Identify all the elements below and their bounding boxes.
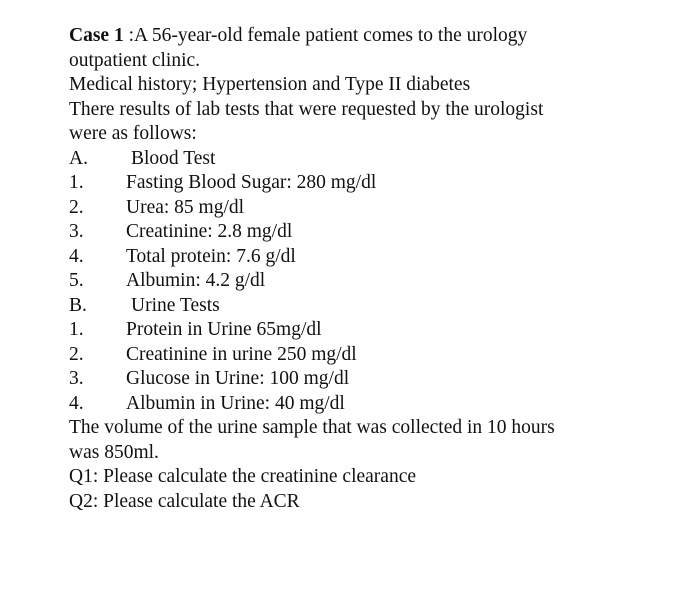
blood-test-item xyxy=(69,220,629,245)
case-label: Case 1 xyxy=(69,25,124,46)
item-text: Glucose in Urine: 100 mg/dl xyxy=(126,368,350,389)
blood-test-heading xyxy=(69,147,629,172)
item-text: Protein in Urine 65mg/dl xyxy=(126,319,322,340)
blood-test-item xyxy=(69,269,629,294)
results-intro-line-1: There results of lab tests that were requested by the urologist xyxy=(69,98,544,120)
case-document xyxy=(69,24,629,514)
item-text: Creatinine: 2.8 mg/dl xyxy=(126,221,293,242)
urine-test-item xyxy=(69,367,629,392)
item-text: Total protein: 7.6 g/dl xyxy=(126,245,296,267)
section-title: Urine Tests xyxy=(131,294,220,316)
section-marker: B. xyxy=(69,294,87,316)
item-text: Albumin: 4.2 g/dl xyxy=(126,270,266,291)
item-text: Fasting Blood Sugar: 280 mg/dl xyxy=(126,172,377,193)
medical-history: Medical history; Hypertension and Type II diabetes xyxy=(69,74,471,95)
item-marker: 1. xyxy=(69,172,84,193)
urine-test-item xyxy=(69,392,629,417)
urine-test-item xyxy=(69,318,629,343)
blood-test-item xyxy=(69,171,629,196)
item-text: Creatinine in urine 250 mg/dl xyxy=(126,343,357,365)
item-marker: 2. xyxy=(69,196,84,218)
section-title: Blood Test xyxy=(131,147,216,169)
urine-volume-line-2: was 850ml. xyxy=(69,441,159,463)
item-text: Albumin in Urine: 40 mg/dl xyxy=(126,392,345,414)
blood-test-item xyxy=(69,245,629,270)
item-marker: 2. xyxy=(69,343,84,365)
urine-volume-line-1: The volume of the urine sample that was collected in 10 hours xyxy=(69,417,555,438)
blood-test-item xyxy=(69,196,629,221)
section-marker: A. xyxy=(69,147,88,169)
question-2: Q2: Please calculate the ACR xyxy=(69,490,300,512)
case-intro-text: :A 56-year-old female patient comes to the urology xyxy=(123,25,528,46)
case-intro-line xyxy=(69,24,629,49)
item-marker: 3. xyxy=(69,221,84,242)
case-intro-line-2: outpatient clinic. xyxy=(69,49,201,71)
urine-test-item xyxy=(69,343,629,368)
urine-test-heading xyxy=(69,294,629,319)
item-text: Urea: 85 mg/dl xyxy=(126,196,245,218)
item-marker: 4. xyxy=(69,245,84,267)
results-intro-line-2: were as follows: xyxy=(69,123,197,144)
item-marker: 1. xyxy=(69,319,84,340)
question-1: Q1: Please calculate the creatinine clearance xyxy=(69,466,417,487)
item-marker: 4. xyxy=(69,392,84,414)
item-marker: 5. xyxy=(69,270,84,291)
item-marker: 3. xyxy=(69,368,84,389)
